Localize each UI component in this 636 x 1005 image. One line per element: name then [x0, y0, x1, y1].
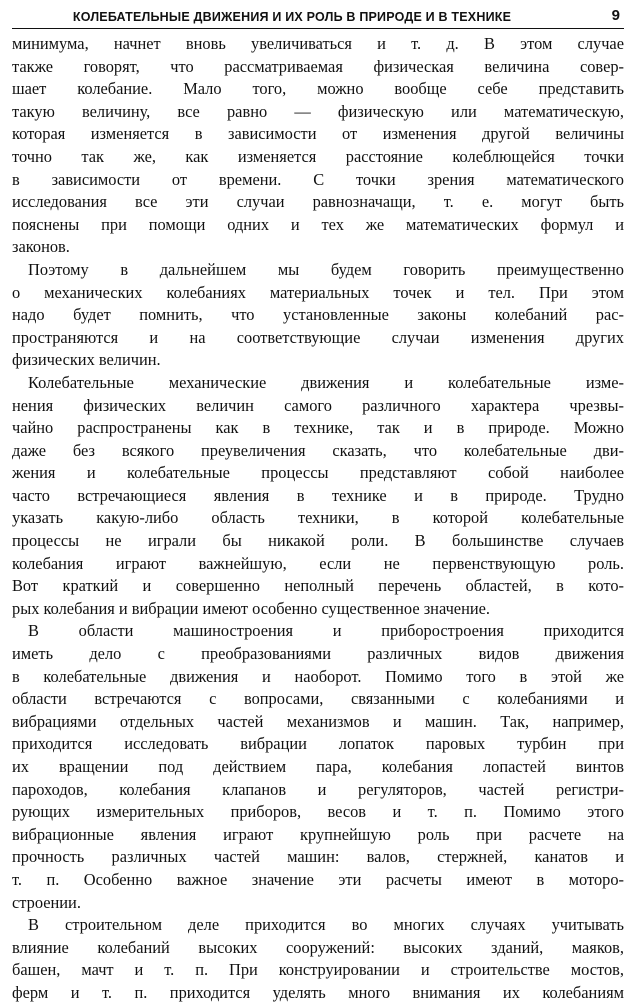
paragraph: [12, 914, 624, 1004]
text-line: колебания играют важнейшую, если не первенствующую роль.: [12, 553, 624, 573]
text-line: процессы не играли бы никакой роли. В большинстве случаев: [12, 531, 624, 551]
text-line: В области машиностроения и приборостроения приходится: [28, 621, 624, 641]
text-line: нения физических величин самого различного характера чрезвы-: [12, 395, 624, 415]
text-line: которая изменяется в зависимости от изменения другой величины: [12, 124, 624, 144]
text-line: башен, мачт и т. п. При конструировании и строительстве мостов,: [12, 960, 624, 980]
text-line: влияние колебаний высоких сооружений: высоких зданий, маяков,: [12, 937, 624, 957]
text-line: приходится исследовать вибрации лопаток паровых турбин при: [12, 734, 624, 754]
text-line: ферм и т. п. приходится уделять много внимания их колебаниям: [12, 982, 624, 1002]
text-line: часто встречающиеся явления в технике и в природе. Трудно: [12, 485, 624, 505]
text-line: пароходов, колебания клапанов и регуляторов, частей регистри-: [12, 779, 624, 799]
text-line: В строительном деле приходится во многих случаях учитывать: [28, 915, 624, 935]
text-line: физических величин.: [12, 350, 161, 370]
text-line: вибрациями отдельных частей механизмов и машин. Так, например,: [12, 711, 624, 731]
paragraph: [12, 33, 624, 259]
text-line: рых колебания и вибрации имеют особенно существенное значение.: [12, 598, 491, 618]
text-line: законов.: [12, 237, 70, 257]
body-text: [12, 33, 624, 1005]
text-line: пространяются и на соответствующие случаи изменения других: [12, 327, 624, 347]
text-line: вибрационные явления играют крупнейшую роль при расчете на: [12, 824, 624, 844]
text-line: Вот краткий и совершенно неполный перечень областей, в кото-: [12, 576, 624, 596]
text-line: пояснены при помощи одних и тех же математических формул и: [12, 214, 624, 234]
running-header: [12, 8, 624, 29]
text-line: даже без всякого преувеличения сказать, что колебательные дви-: [12, 440, 624, 460]
text-line: минимума, начнет вновь увеличиваться и т. д. В этом случае: [12, 34, 624, 53]
text-line: прочность различных частей машин: валов, стержней, канатов и: [12, 847, 624, 867]
text-line: такую величину, все равно — физическую или математическую,: [12, 101, 624, 121]
text-line: Поэтому в дальнейшем мы будем говорить преимущественно: [28, 259, 624, 279]
text-line: в зависимости от времени. С точки зрения математического: [12, 169, 624, 189]
page-number: 9: [611, 7, 620, 24]
text-line: указать какую-либо область техники, в которой колебательные: [12, 508, 624, 528]
text-line: области встречаются с вопросами, связанными с колебаниями и: [12, 689, 624, 709]
paragraph: [12, 372, 624, 621]
paragraph: [12, 259, 624, 372]
text-line: строении.: [12, 892, 81, 912]
text-line: жения и колебательные процессы представляют собой наиболее: [12, 463, 624, 483]
running-title: КОЛЕБАТЕЛЬНЫЕ ДВИЖЕНИЯ И ИХ РОЛЬ В ПРИРОДЕ И В ТЕХНИКЕ: [72, 10, 512, 24]
text-line: Колебательные механические движения и колебательные изме-: [28, 372, 624, 392]
text-line: точно так же, как изменяется расстояние колеблющейся точки: [12, 146, 624, 166]
text-line: о механических колебаниях материальных точек и тел. При этом: [12, 282, 624, 302]
text-line: рующих измерительных приборов, весов и т. п. Помимо этого: [12, 802, 624, 822]
paragraph: [12, 620, 624, 914]
text-line: иметь дело с преобразованиями различных видов движения: [12, 644, 624, 664]
text-line: в колебательные движения и наоборот. Помимо того в этой же: [12, 666, 624, 686]
text-line: чайно распространены как в технике, так и в природе. Можно: [12, 418, 624, 438]
text-line: их вращении под действием пара, колебания лопастей винтов: [12, 757, 624, 776]
text-line: шает колебание. Мало того, можно вообще себе представить: [12, 79, 624, 99]
text-line: надо будет помнить, что установленные законы колебаний рас-: [12, 305, 624, 325]
text-line: т. п. Особенно важное значение эти расчеты имеют в моторо-: [12, 869, 624, 889]
text-line: также говорят, что рассматриваемая физическая величина совер-: [12, 56, 624, 76]
text-line: исследования все эти случаи равнозначащи, т. е. могут быть: [12, 192, 624, 212]
book-page: [12, 8, 624, 1005]
